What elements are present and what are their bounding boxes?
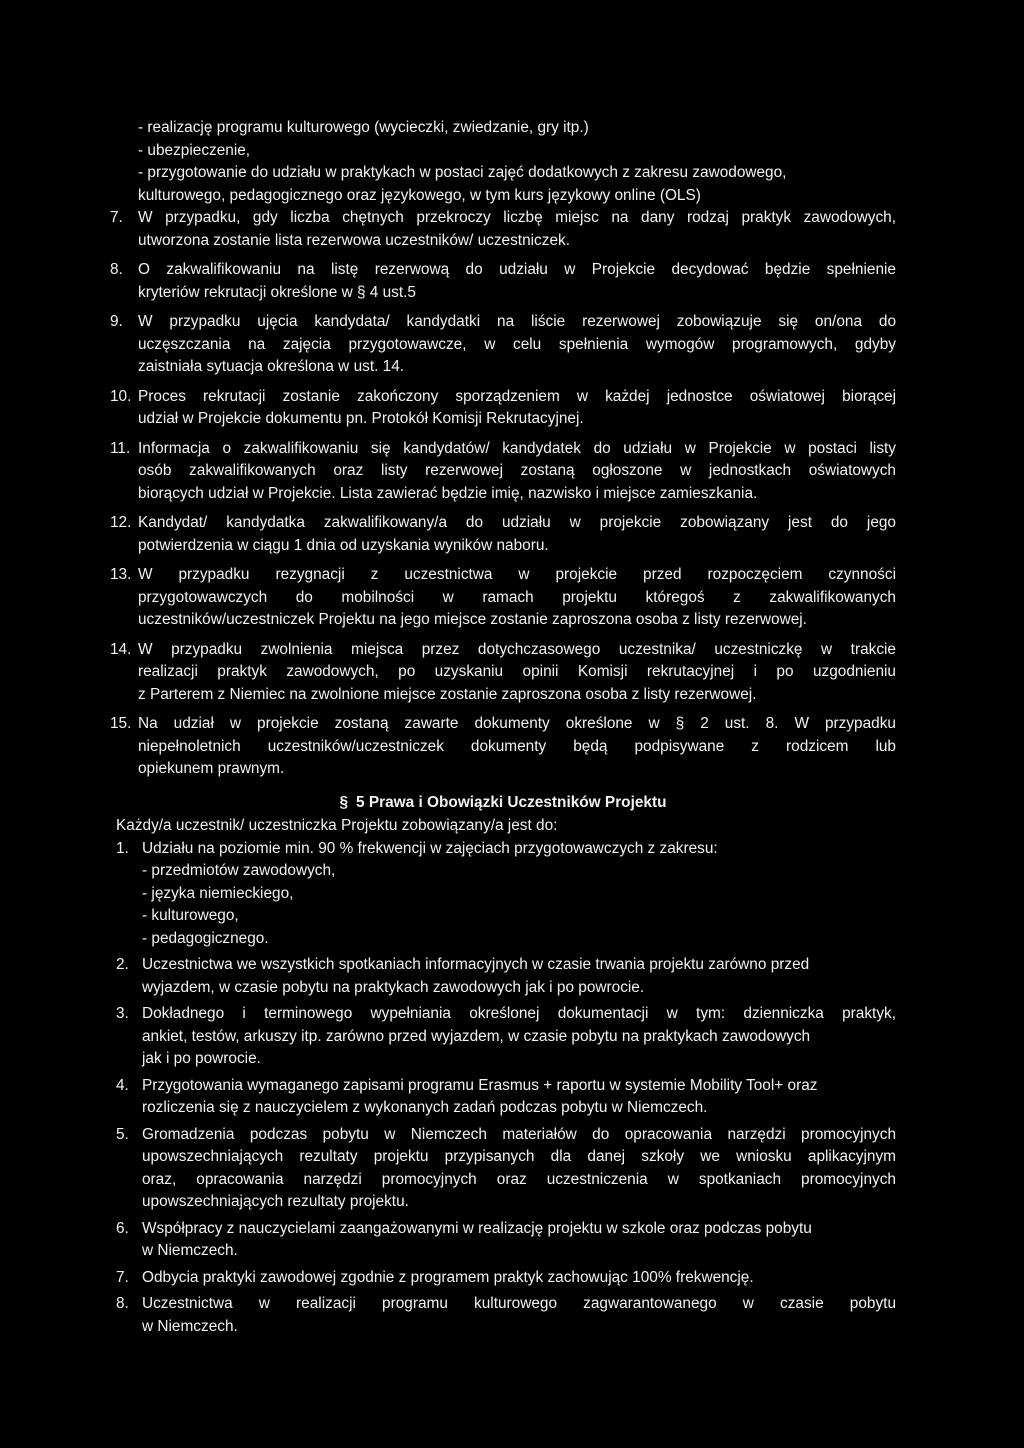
item-number: 15. [110, 715, 132, 732]
item-line: Współpracy z nauczycielami zaangażowanymi w realizację projektu w szkole oraz podczas pobytu [142, 1219, 812, 1237]
list-item [116, 1003, 896, 1071]
list-item [110, 438, 896, 506]
item-line: realizacji praktyk zawodowych, po uzyskaniu opinii Komisji rekrutacyjnej i po uzgodnieniu [138, 663, 896, 680]
item-line: upowszechniających rezultaty projektu przypisanych dla danej szkoły we wniosku aplikacyjnym [142, 1148, 896, 1165]
sub-item: - pedagogicznego. [142, 929, 269, 947]
item-line: Na udział w projekcie zostaną zawarte dokumenty określone w § 2 ust. 8. W przypadku [138, 715, 896, 732]
list-item [110, 386, 896, 431]
item-line: oraz, opracowania narzędzi promocyjnych oraz uczestniczenia w spotkaniach promocyjnych [142, 1170, 896, 1188]
list-item [110, 207, 896, 252]
item-line: przygotowawczych do mobilności w ramach projektu któregoś z zakwalifikowanych [138, 588, 896, 606]
item-line: W przypadku rezygnacji z uczestnictwa w projekcie przed rozpoczęciem czynności [138, 566, 896, 583]
item-line: udział w Projekcie dokumentu pn. Protokół Komisji Rekrutacyjnej. [138, 410, 584, 427]
item-line: Przygotowania wymaganego zapisami programu Erasmus + raportu w systemie Mobility Tool+ oraz [142, 1076, 818, 1094]
item-line: wyjazdem, w czasie pobytu na praktykach zawodowych jak i po powrocie. [142, 978, 645, 996]
paragraph-symbol: § [339, 794, 349, 811]
list-item [110, 512, 896, 557]
section-title: 5 Prawa i Obowiązki Uczestników Projektu [356, 794, 667, 811]
item-number: 8. [110, 261, 123, 278]
item-line: uczestników/uczestniczek Projektu na jego miejsce zostanie zaproszona osoba z listy rezerwowej. [138, 611, 807, 628]
item-line: rozliczenia się z nauczycielem z wykonanych zadań podczas pobytu w Niemczech. [142, 1099, 708, 1116]
list-item [110, 564, 896, 632]
item-number: 7. [116, 1268, 129, 1286]
section4-items [110, 207, 896, 781]
list-item [116, 838, 896, 951]
item-line: zaistniała sytuacja określona w ust. 14. [138, 358, 405, 375]
item-line: biorących udział w Projekcie. Lista zawierać będzie imię, nazwisko i miejsce zamieszkania. [138, 484, 758, 502]
item-line: Odbycia praktyki zawodowej zgodnie z programem praktyk zachowując 100% frekwencję. [142, 1268, 754, 1286]
item-number: 8. [116, 1295, 129, 1312]
intro-line: kulturowego, pedagogicznego oraz językowego, w tym kurs językowy online (OLS) [138, 186, 701, 204]
list-item [116, 1218, 896, 1263]
item-line: osób zakwalifikowanych oraz listy rezerwowej zostaną ogłoszone w jednostkach oświatowych [138, 462, 896, 479]
section-heading [110, 792, 896, 815]
item-line: O zakwalifikowaniu na listę rezerwową do udziału w Projekcie decydować będzie spełnienie [138, 261, 896, 278]
list-item [116, 1267, 896, 1290]
section-intro: Każdy/a uczestnik/ uczestniczka Projektu zobowiązany/a jest do: [116, 817, 558, 834]
item-line: W przypadku, gdy liczba chętnych przekroczy liczbę miejsc na dany rodzaj praktyk zawodowych, [138, 209, 896, 226]
item-line: W przypadku ujęcia kandydata/ kandydatki na liście rezerwowej zobowiązuje się on/ona do [138, 313, 896, 330]
item-line: Dokładnego i terminowego wypełniania określonej dokumentacji w tym: dzienniczka praktyk, [142, 1005, 896, 1022]
list-item [116, 954, 896, 999]
item-line: jak i po powrocie. [142, 1050, 261, 1067]
list-item [116, 1293, 896, 1338]
item-number: 9. [110, 313, 123, 330]
item-line: potwierdzenia w ciągu 1 dnia od uzyskania wyników naboru. [138, 536, 549, 554]
item-line: w Niemczech. [142, 1317, 238, 1335]
item-number: 10. [110, 387, 132, 405]
item-line: z Parterem z Niemiec na zwolnione miejsce zostanie zaproszona osoba z listy rezerwowej. [138, 685, 757, 703]
sub-item: - przedmiotów zawodowych, [142, 862, 336, 879]
item-line: W przypadku zwolnienia miejsca przez dotychczasowego uczestnika/ uczestniczkę w trakcie [138, 640, 896, 658]
list-item [116, 1075, 896, 1120]
item-line: Kandydat/ kandydatka zakwalifikowany/a do udziału w projekcie zobowiązany jest do jego [138, 514, 896, 531]
item-number: 1. [116, 839, 129, 857]
intro-line: - przygotowanie do udziału w praktykach w postaci zajęć dodatkowych z zakresu zawodowego, [138, 164, 787, 181]
item-line: Uczestnictwa w realizacji programu kulturowego zagwarantowanego w czasie pobytu [142, 1295, 896, 1312]
list-item [110, 259, 896, 304]
item-line: uczęszczania na zajęcia przygotowawcze, w celu spełnienia wymogów programowych, gdyby [138, 335, 896, 353]
item-line: kryteriów rekrutacji określone w § 4 ust.5 [138, 283, 416, 301]
item-number: 2. [116, 956, 129, 973]
item-line: upowszechniających rezultaty projektu. [142, 1193, 409, 1210]
item-line: Udziału na poziomie min. 90 % frekwencji w zajęciach przygotowawczych z zakresu: [142, 839, 718, 857]
list-item [116, 1124, 896, 1214]
sub-item: - kulturowego, [142, 907, 239, 924]
list-item [110, 639, 896, 707]
item-number: 11. [110, 439, 131, 457]
item-line: niepełnoletnich uczestników/uczestniczek dokumenty będą podpisywane z rodzicem lub [138, 737, 896, 755]
list-item [110, 311, 896, 379]
item-line: Uczestnictwa we wszystkich spotkaniach informacyjnych w czasie trwania projektu zarówno przed [142, 956, 810, 973]
item-number: 5. [116, 1125, 129, 1143]
item-line: Proces rekrutacji zostanie zakończony sporządzeniem w każdej jednostce oświatowej biorącej [138, 387, 896, 405]
item-number: 12. [110, 514, 132, 531]
item-line: utworzona zostanie lista rezerwowa uczestników/ uczestniczek. [138, 231, 570, 249]
item-line: ankiet, testów, arkuszy itp. zarówno przed wyjazdem, w czasie pobytu na praktykach zawodowych [142, 1027, 811, 1045]
item-number: 13. [110, 566, 132, 583]
sub-item: - języka niemieckiego, [142, 884, 294, 902]
item-number: 6. [116, 1219, 129, 1237]
item-line: Informacja o zakwalifikowaniu się kandydatów/ kandydatek do udziału w Projekcie w postaci listy [138, 439, 896, 457]
intro-line: - realizację programu kulturowego (wycieczki, zwiedzanie, gry itp.) [138, 119, 589, 136]
item-number: 7. [110, 209, 123, 226]
intro-line: - ubezpieczenie, [138, 141, 251, 159]
item-number: 4. [116, 1076, 129, 1094]
item-line: opiekunem prawnym. [138, 760, 285, 777]
intro-list [110, 117, 896, 207]
item-number: 14. [110, 640, 132, 658]
section5-body [116, 815, 896, 1338]
list-item [110, 713, 896, 781]
item-line: w Niemczech. [142, 1242, 238, 1259]
item-number: 3. [116, 1005, 129, 1022]
item-line: Gromadzenia podczas pobytu w Niemczech materiałów do opracowania narzędzi promocyjnych [142, 1125, 896, 1143]
